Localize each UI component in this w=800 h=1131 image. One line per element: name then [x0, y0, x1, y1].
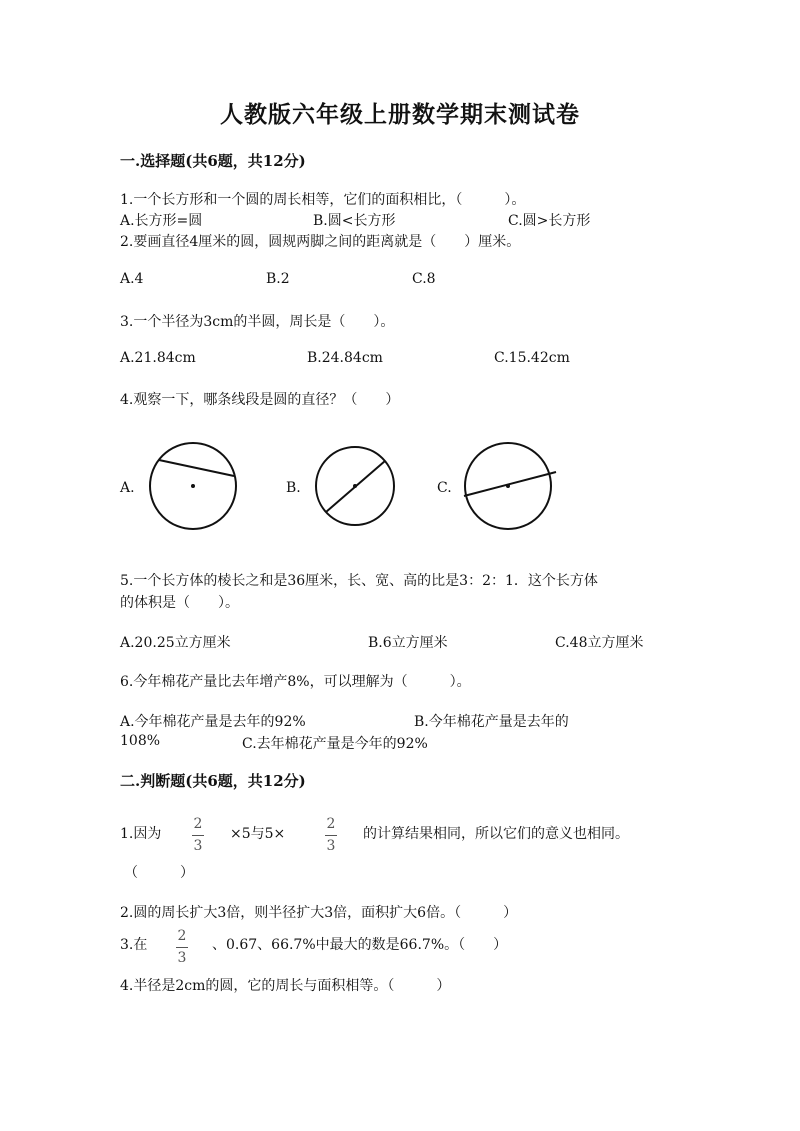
page-title: 人教版六年级上册数学期末测试卷: [220, 101, 580, 128]
judge-q3-fraction: [176, 928, 188, 967]
q3-option-c: C.15.42cm: [494, 350, 570, 366]
fraction-denominator: 3: [326, 838, 336, 854]
q4-label-c: C.: [437, 480, 452, 496]
q6-option-a: A.今年棉花产量是去年的92%: [120, 714, 306, 730]
q1-option-c: C.圆>长方形: [508, 213, 591, 229]
fraction-bar: [325, 835, 337, 836]
judge-q1-suffix: 的计算结果相同，所以它们的意义也相同。: [363, 826, 629, 842]
q3-stem: 3.一个半径为3cm的半圆，周长是（ ）。: [120, 314, 395, 330]
fraction-bar: [176, 947, 188, 948]
q4-stem: 4.观察一下，哪条线段是圆的直径？（ ）: [120, 392, 400, 408]
fraction-numerator: 2: [177, 928, 187, 944]
q6-option-c: C.去年棉花产量是今年的92%: [242, 736, 428, 752]
fraction-numerator: 2: [326, 816, 336, 832]
q4-label-b: B.: [286, 480, 301, 496]
section2-heading: 二.判断题(共6题，共12分): [120, 772, 306, 790]
q5-option-a: A.20.25立方厘米: [120, 635, 231, 651]
judge-q4-stem: 4.半径是2cm的圆，它的周长与面积相等。（ ）: [120, 978, 451, 994]
q1-option-a: A.长方形=圆: [120, 213, 203, 229]
q3-option-a: A.21.84cm: [120, 350, 196, 366]
q4-center-b: [353, 484, 357, 488]
q5-stem-line2: 的体积是（ ）。: [120, 595, 239, 611]
judge-q1-fraction-1: [192, 816, 204, 855]
judge-q3-suffix: 、0.67、66.7%中最大的数是66.7%。（ ）: [212, 937, 508, 953]
q6-option-b-line1: B.今年棉花产量是去年的: [414, 714, 569, 730]
fraction-numerator: 2: [193, 816, 203, 832]
q5-option-b: B.6立方厘米: [368, 635, 448, 651]
q5-stem-line1: 5.一个长方体的棱长之和是36厘米，长、宽、高的比是3：2：1．这个长方体: [120, 573, 598, 589]
fraction-denominator: 3: [177, 950, 187, 966]
fraction-denominator: 3: [193, 838, 203, 854]
judge-q1-mid: ×5与5×: [230, 826, 286, 842]
q4-center-c: [506, 484, 510, 488]
q5-option-c: C.48立方厘米: [555, 635, 644, 651]
q2-stem: 2.要画直径4厘米的圆，圆规两脚之间的距离就是（ ）厘米。: [120, 234, 521, 250]
judge-q2-stem: 2.圆的周长扩大3倍，则半径扩大3倍，面积扩大6倍。（ ）: [120, 905, 518, 921]
section1-heading: 一.选择题(共6题，共12分): [120, 152, 306, 170]
judge-q1-paren: （ ）: [124, 865, 194, 881]
q1-option-b: B.圆<长方形: [313, 213, 396, 229]
q4-line-c: [464, 472, 556, 496]
q2-option-c: C.8: [412, 271, 436, 287]
q6-stem: 6.今年棉花产量比去年增产8%，可以理解为（ ）。: [120, 674, 471, 690]
q4-chord-a: [159, 460, 234, 476]
fraction-bar: [192, 835, 204, 836]
q4-circle-figures: [110, 432, 570, 542]
q4-center-a: [191, 484, 195, 488]
q6-option-b-line2: 108%: [120, 733, 161, 749]
q2-option-b: B.2: [266, 271, 290, 287]
judge-q1-prefix: 1.因为: [120, 826, 162, 842]
q2-option-a: A.4: [120, 271, 144, 287]
q4-label-a: A.: [120, 480, 135, 496]
judge-q1-fraction-2: [325, 816, 337, 855]
q3-option-b: B.24.84cm: [307, 350, 383, 366]
judge-q3-prefix: 3.在: [120, 937, 148, 953]
q1-stem: 1.一个长方形和一个圆的周长相等，它们的面积相比，（ ）。: [120, 192, 526, 208]
